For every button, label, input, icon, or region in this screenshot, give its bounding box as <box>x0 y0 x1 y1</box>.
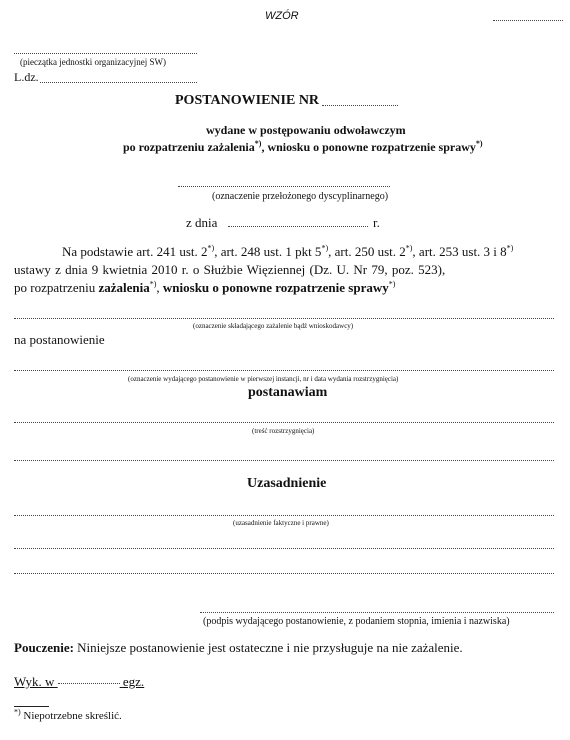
signature-dotted-line <box>200 612 554 613</box>
resolution-caption: (treść rozstrzygnięcia) <box>252 427 315 435</box>
resolution-dotted-line-2 <box>14 460 554 461</box>
decision-number-dotted-line <box>322 105 398 106</box>
title-line-1: wydane w postępowaniu odwoławczym <box>206 123 406 137</box>
copies-suffix: egz. <box>122 674 145 689</box>
footnote-star: *) <box>14 707 21 717</box>
superior-dotted-line <box>178 186 390 187</box>
justification-dotted-line-2 <box>14 548 554 549</box>
justification-dotted-line-3 <box>14 573 554 574</box>
footnote-marker: *) <box>475 139 483 148</box>
date-prefix: z dnia <box>186 215 218 230</box>
footnote-marker: *) <box>506 243 514 253</box>
basis-part-3: , art. 250 ust. 2 <box>328 244 406 259</box>
top-right-dotted-line <box>493 20 563 21</box>
title-line-2 <box>123 140 483 155</box>
basis-line-2: ustawy z dnia 9 kwietnia 2010 r. o Służbie Więziennej (Dz. U. Nr 79, poz. 523), <box>14 262 446 277</box>
basis-line-3-a: po rozpatrzeniu <box>14 280 99 295</box>
basis-part-4: , art. 253 ust. 3 i 8 <box>412 244 507 259</box>
footnote-text: Niepotrzebne skreślić. <box>20 710 122 722</box>
on-decision-label: na postanowienie <box>14 332 105 347</box>
stamp-dotted-line <box>14 53 197 54</box>
first-instance-dotted-line <box>14 370 554 371</box>
resolution-dotted-line-1 <box>14 422 554 423</box>
basis-line-3 <box>14 280 395 296</box>
footnote-marker: *) <box>254 139 262 148</box>
complainant-dotted-line <box>14 318 554 319</box>
footnote-marker: *) <box>388 279 396 289</box>
footnote-marker: *) <box>207 243 215 253</box>
copies-dots <box>58 683 120 684</box>
date-suffix: r. <box>373 215 380 230</box>
basis-complaint-word: zażalenia <box>98 280 150 295</box>
complainant-caption: (oznaczenie składającego zażalenie bądź wnioskodawcy) <box>193 322 354 330</box>
title-line-2-b: , wniosku o ponowne rozpatrzenie sprawy <box>261 140 476 154</box>
copies-prefix: Wyk. w <box>14 674 55 689</box>
date-dotted-line <box>228 226 368 227</box>
first-instance-caption: (oznaczenie wydającego postanowienie w pierwszej instancji, nr i data wydania rozstrzygnięcia) <box>128 375 399 383</box>
justification-caption: (uzasadnienie faktyczne i prawne) <box>233 519 329 527</box>
signature-caption: (podpis wydającego postanowienie, z podaniem stopnia, imienia i nazwiska) <box>203 616 510 627</box>
postanawiam-heading: postanawiam <box>248 385 328 400</box>
basis-part-1: Na podstawie art. 241 ust. 2 <box>62 244 208 259</box>
instruction-text: Niniejsze postanowienie jest ostateczne i nie przysługuje na nie zażalenie. <box>73 640 463 655</box>
footnote <box>14 707 122 722</box>
justification-dotted-line-1 <box>14 515 554 516</box>
ldz-dotted-line <box>40 82 197 83</box>
justification-heading: Uzasadnienie <box>247 476 327 491</box>
decision-title: POSTANOWIENIE NR <box>175 93 320 108</box>
ldz-label: L.dz. <box>14 70 39 84</box>
footnote-marker: *) <box>321 243 329 253</box>
instruction-label: Pouczenie: <box>14 640 74 655</box>
stamp-caption: (pieczątka jednostki organizacyjnej SW) <box>20 57 167 67</box>
basis-request-words: wniosku o ponowne rozpatrzenie sprawy <box>162 280 389 295</box>
wzor-label: WZÓR <box>265 10 299 22</box>
basis-part-2: , art. 248 ust. 1 pkt 5 <box>214 244 322 259</box>
superior-caption: (oznaczenie przełożonego dyscyplinarnego) <box>212 191 389 202</box>
footnote-marker: *) <box>149 279 157 289</box>
basis-line-3-c: , <box>156 280 163 295</box>
instruction <box>14 640 463 656</box>
footnote-marker: *) <box>405 243 413 253</box>
basis-line-1 <box>62 244 513 260</box>
title-line-2-a: po rozpatrzeniu zażalenia <box>123 140 255 154</box>
copies-line <box>14 674 144 690</box>
